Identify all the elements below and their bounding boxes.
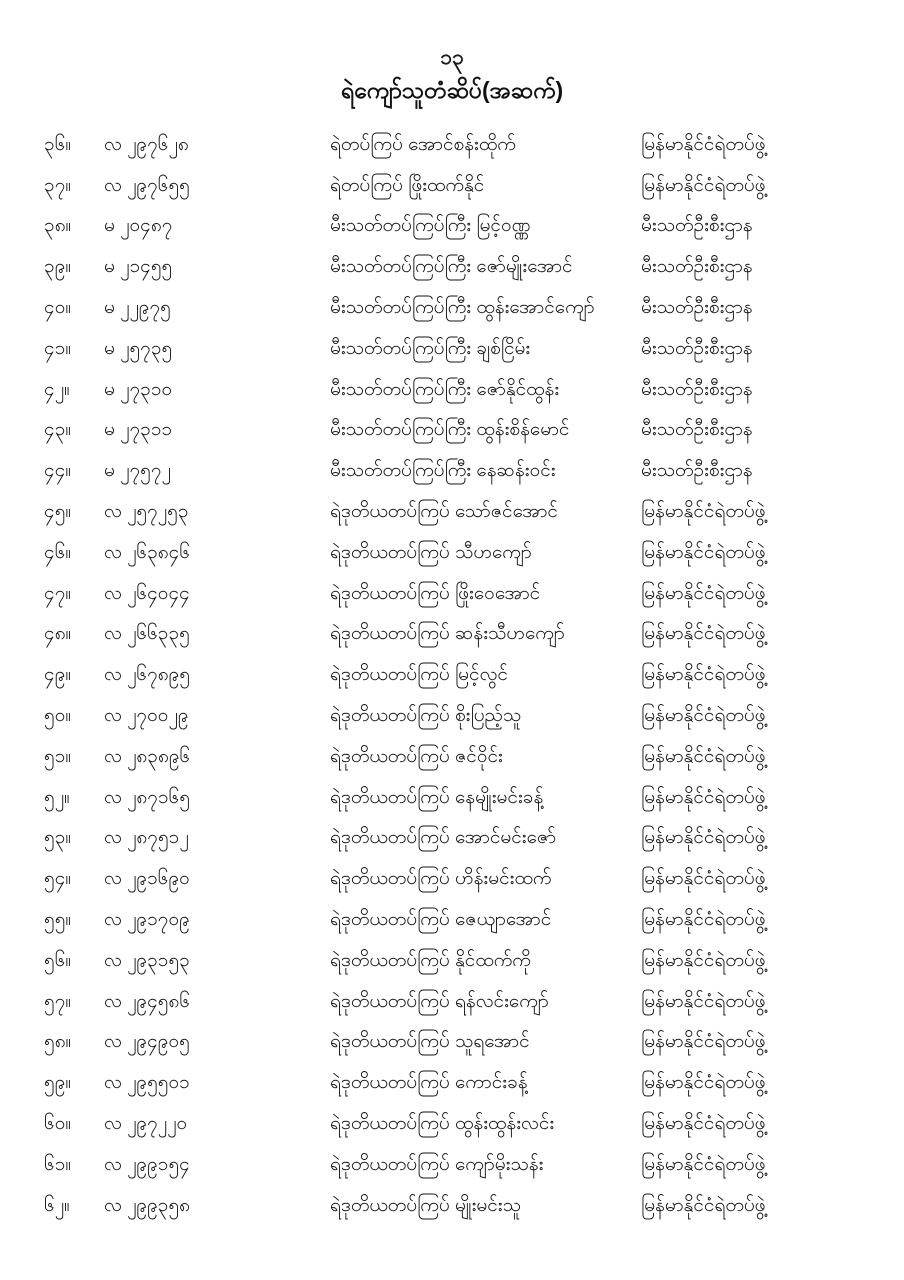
row-name: မီးသတ်တပ်ကြပ်ကြီး မြင့်ဝဏ္ဏ	[330, 215, 531, 237]
row-name: ရဲဒုတိယတပ်ကြပ် မြင့်လွင်	[330, 664, 508, 686]
table-row	[0, 1062, 904, 1103]
row-org: မြန်မာနိုင်ငံရဲတပ်ဖွဲ့	[641, 786, 766, 808]
table-row	[0, 1103, 904, 1144]
page-number: ၁၃	[440, 46, 464, 69]
row-org: မြန်မာနိုင်ငံရဲတပ်ဖွဲ့	[641, 174, 766, 196]
row-name: ရဲဒုတိယတပ်ကြပ် အောင်မင်းဇော်	[330, 827, 557, 849]
table-body	[0, 124, 904, 1226]
row-name: ရဲဒုတိယတပ်ကြပ် ဆန်းသီဟကျော်	[330, 623, 565, 645]
row-name: မီးသတ်တပ်ကြပ်ကြီး ဇော်မျိုးအောင်	[330, 256, 573, 278]
row-id: လ ၂၇၀၀၂၉	[104, 705, 189, 727]
row-id: လ ၂၉၄၉၀၅	[104, 1031, 190, 1053]
row-id: မ ၂၀၄၈၇	[104, 215, 173, 237]
table-row	[0, 695, 904, 736]
row-number: ၄၀။	[44, 297, 72, 319]
row-name: ရဲဒုတိယတပ်ကြပ် ဟိန်းမင်းထက်	[330, 868, 552, 890]
row-name: ရဲဒုတိယတပ်ကြပ် သော်ဇင်အောင်	[330, 501, 558, 523]
table-row	[0, 573, 904, 614]
row-id: လ ၂၉၁၆၉၀	[104, 868, 190, 890]
row-name: ရဲတပ်ကြပ် အောင်စန်းထိုက်	[330, 133, 516, 155]
row-name: ရဲဒုတိယတပ်ကြပ် နေမျိုးမင်းခန့်	[330, 786, 544, 808]
row-number: ၅၀။	[44, 705, 72, 727]
row-name: မီးသတ်တပ်ကြပ်ကြီး ထွန်းစိန်မောင်	[330, 419, 570, 441]
table-row	[0, 532, 904, 573]
row-id: လ ၂၉၉၁၅၄	[104, 1153, 190, 1175]
page-title: ရဲကျော်သူတံဆိပ်(အဆက်)	[340, 77, 564, 103]
table-row	[0, 328, 904, 369]
row-org: မီးသတ်ဦးစီးဌာန	[641, 460, 753, 482]
row-number: ၅၁။	[44, 745, 72, 767]
row-org: မြန်မာနိုင်ငံရဲတပ်ဖွဲ့	[641, 541, 766, 563]
row-org: မီးသတ်ဦးစီးဌာန	[641, 297, 753, 319]
row-id: လ ၂၅၇၂၅၃	[104, 501, 189, 523]
table-row	[0, 1022, 904, 1063]
row-org: မြန်မာနိုင်ငံရဲတပ်ဖွဲ့	[641, 501, 766, 523]
row-id: မ ၂၅၇၃၅	[104, 337, 173, 359]
table-row	[0, 777, 904, 818]
row-name: ရဲဒုတိယတပ်ကြပ် ဖြိုးဝေအောင်	[330, 582, 541, 604]
row-id: လ ၂၈၇၁၆၅	[104, 786, 191, 808]
table-row	[0, 940, 904, 981]
row-name: ရဲဒုတိယတပ်ကြပ် သူရအောင်	[330, 1031, 530, 1053]
row-id: လ ၂၈၃၈၉၆	[104, 745, 191, 767]
row-id: မ ၂၇၅၇၂	[104, 460, 171, 482]
row-number: ၅၄။	[44, 868, 72, 890]
row-org: မီးသတ်ဦးစီးဌာန	[641, 215, 753, 237]
row-org: မြန်မာနိုင်ငံရဲတပ်ဖွဲ့	[641, 909, 766, 931]
row-number: ၄၃။	[44, 419, 72, 441]
table-row	[0, 1185, 904, 1226]
table-row	[0, 369, 904, 410]
row-id: မ ၂၇၃၁၁	[104, 419, 173, 441]
table-row	[0, 899, 904, 940]
row-id: လ ၂၆၆၃၃၅	[104, 623, 190, 645]
row-number: ၅၃။	[44, 827, 72, 849]
row-name: မီးသတ်တပ်ကြပ်ကြီး ထွန်းအောင်ကျော်	[330, 297, 595, 319]
row-number: ၃၉။	[44, 256, 72, 278]
table-row	[0, 654, 904, 695]
row-org: မြန်မာနိုင်ငံရဲတပ်ဖွဲ့	[641, 827, 766, 849]
row-id: လ ၂၆၇၈၉၅	[104, 664, 191, 686]
row-name: ရဲဒုတိယတပ်ကြပ် ရန်လင်းကျော်	[330, 990, 549, 1012]
row-number: ၆၁။	[44, 1153, 72, 1175]
row-number: ၄၉။	[44, 664, 72, 686]
row-name: ရဲဒုတိယတပ်ကြပ် ကောင်းခန့်	[330, 1072, 528, 1094]
row-org: မြန်မာနိုင်ငံရဲတပ်ဖွဲ့	[641, 1031, 766, 1053]
row-number: ၄၈။	[44, 623, 72, 645]
row-name: ရဲတပ်ကြပ် ဖြိုးထက်နိုင်	[330, 174, 485, 196]
row-org: မြန်မာနိုင်ငံရဲတပ်ဖွဲ့	[641, 664, 766, 686]
row-name: ရဲဒုတိယတပ်ကြပ် ကျော်မိုးသန်း	[330, 1153, 544, 1175]
table-row	[0, 246, 904, 287]
row-id: လ ၂၉၄၅၈၆	[104, 990, 191, 1012]
row-org: မြန်မာနိုင်ငံရဲတပ်ဖွဲ့	[641, 1194, 766, 1216]
row-number: ၅၉။	[44, 1072, 72, 1094]
table-row	[0, 858, 904, 899]
row-name: ရဲဒုတိယတပ်ကြပ် ဇေယျာအောင်	[330, 909, 552, 931]
row-id: လ ၂၉၉၃၅၈	[104, 1194, 191, 1216]
row-number: ၅၈။	[44, 1031, 72, 1053]
table-row	[0, 410, 904, 451]
row-name: ရဲဒုတိယတပ်ကြပ် စိုးပြည့်သူ	[330, 705, 522, 727]
row-id: လ ၂၉၇၆၅၅	[104, 174, 190, 196]
row-name: ရဲဒုတိယတပ်ကြပ် သီဟကျော်	[330, 541, 532, 563]
row-id: လ ၂၉၁၇၀၉	[104, 909, 190, 931]
table-row	[0, 165, 904, 206]
row-org: မြန်မာနိုင်ငံရဲတပ်ဖွဲ့	[641, 990, 766, 1012]
table-row	[0, 736, 904, 777]
row-number: ၄၅။	[44, 501, 72, 523]
table-row	[0, 614, 904, 655]
row-id: လ ၂၈၇၅၁၂	[104, 827, 189, 849]
row-org: မြန်မာနိုင်ငံရဲတပ်ဖွဲ့	[641, 1113, 766, 1135]
table-row	[0, 124, 904, 165]
row-number: ၄၁။	[44, 337, 72, 359]
table-row	[0, 206, 904, 247]
row-number: ၃၇။	[44, 174, 72, 196]
row-name: မီးသတ်တပ်ကြပ်ကြီး ချစ်ငြိမ်း	[330, 337, 531, 359]
row-number: ၄၂။	[44, 378, 70, 400]
row-id: လ ၂၉၇၆၂၈	[104, 133, 189, 155]
row-id: မ ၂၂၉၇၅	[104, 297, 171, 319]
row-number: ၆၂။	[44, 1194, 70, 1216]
table-row	[0, 981, 904, 1022]
row-org: မြန်မာနိုင်ငံရဲတပ်ဖွဲ့	[641, 745, 766, 767]
row-number: ၃၈။	[44, 215, 72, 237]
row-org: မြန်မာနိုင်ငံရဲတပ်ဖွဲ့	[641, 868, 766, 890]
row-number: ၄၇။	[44, 582, 72, 604]
table-row	[0, 818, 904, 859]
row-number: ၅၇။	[44, 990, 72, 1012]
row-id: မ ၂၁၄၅၅	[104, 256, 173, 278]
row-id: လ ၂၉၃၁၅၃	[104, 949, 190, 971]
row-org: မြန်မာနိုင်ငံရဲတပ်ဖွဲ့	[641, 623, 766, 645]
row-id: လ ၂၉၇၂၂၀	[104, 1113, 188, 1135]
row-id: မ ၂၇၃၁၀	[104, 378, 173, 400]
row-org: မြန်မာနိုင်ငံရဲတပ်ဖွဲ့	[641, 949, 766, 971]
row-id: လ ၂၆၃၈၄၆	[104, 541, 191, 563]
row-org: မြန်မာနိုင်ငံရဲတပ်ဖွဲ့	[641, 1153, 766, 1175]
row-number: ၅၂။	[44, 786, 70, 808]
table-row	[0, 491, 904, 532]
row-number: ၅၅။	[44, 909, 72, 931]
row-number: ၅၆။	[44, 949, 72, 971]
row-name: မီးသတ်တပ်ကြပ်ကြီး ဇော်နိုင်ထွန်း	[330, 378, 560, 400]
row-org: မြန်မာနိုင်ငံရဲတပ်ဖွဲ့	[641, 1072, 766, 1094]
row-name: ရဲဒုတိယတပ်ကြပ် မျိုးမင်းသူ	[330, 1194, 521, 1216]
row-id: လ ၂၉၅၅၀၁	[104, 1072, 190, 1094]
row-name: မီးသတ်တပ်ကြပ်ကြီး နေဆန်းဝင်း	[330, 460, 556, 482]
row-number: ၄၆။	[44, 541, 72, 563]
row-org: မီးသတ်ဦးစီးဌာန	[641, 378, 753, 400]
row-org: မြန်မာနိုင်ငံရဲတပ်ဖွဲ့	[641, 705, 766, 727]
row-name: ရဲဒုတိယတပ်ကြပ် နိုင်ထက်ကို	[330, 949, 531, 971]
row-org: မီးသတ်ဦးစီးဌာန	[641, 337, 753, 359]
row-number: ၄၄။	[44, 460, 72, 482]
row-org: မြန်မာနိုင်ငံရဲတပ်ဖွဲ့	[641, 582, 766, 604]
row-org: မီးသတ်ဦးစီးဌာန	[641, 419, 753, 441]
table-row	[0, 287, 904, 328]
row-number: ၃၆။	[44, 133, 72, 155]
table-row	[0, 1144, 904, 1185]
table-row	[0, 450, 904, 491]
row-id: လ ၂၆၄၀၄၄	[104, 582, 190, 604]
row-number: ၆၀။	[44, 1113, 72, 1135]
row-name: ရဲဒုတိယတပ်ကြပ် ထွန်းထွန်းလင်း	[330, 1113, 555, 1135]
row-name: ရဲဒုတိယတပ်ကြပ် ဇင်ဝိုင်း	[330, 745, 503, 767]
row-org: မီးသတ်ဦးစီးဌာန	[641, 256, 753, 278]
row-org: မြန်မာနိုင်ငံရဲတပ်ဖွဲ့	[641, 133, 766, 155]
